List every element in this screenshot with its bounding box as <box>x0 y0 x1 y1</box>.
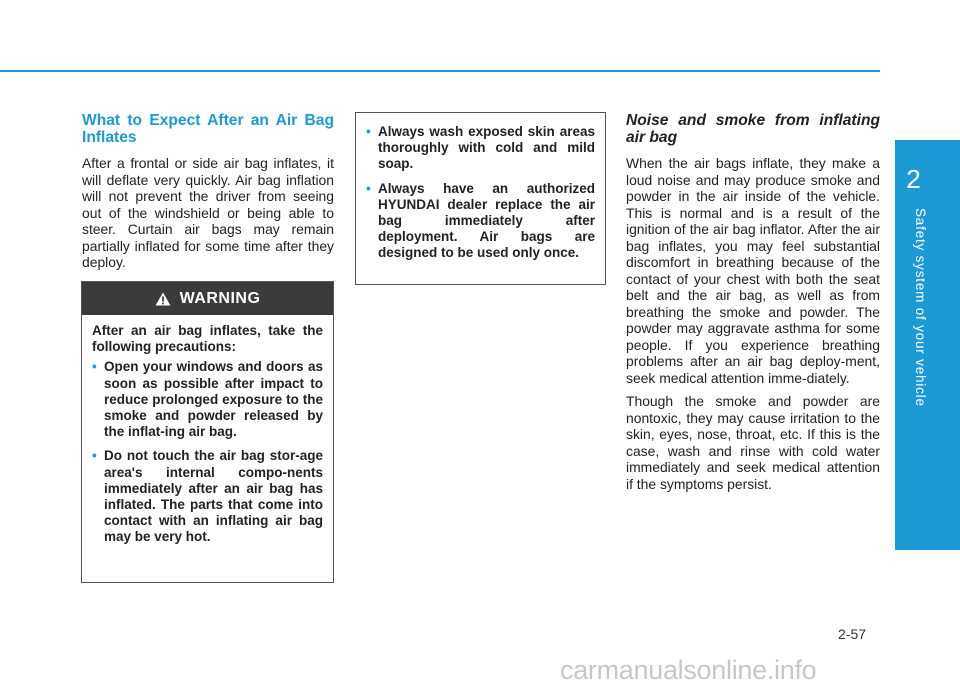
section-paragraph: Though the smoke and powder are nontoxic, they may cause irritation to the skin, eyes, nose, throat, etc. If this is the case, wash and rinse with cold water immediately and seek medical attention if the symptoms persist. <box>626 393 880 492</box>
warning-label: WARNING <box>179 289 261 307</box>
right-column <box>626 112 880 499</box>
left-column <box>82 112 334 278</box>
chapter-number: 2 <box>906 164 921 194</box>
warning-intro: After an air bag inflates, take the following precautions: <box>92 323 323 355</box>
warning-continued-box <box>355 112 606 285</box>
section-heading-noise-smoke: Noise and smoke from inflating air bag <box>626 112 880 146</box>
warning-item: • Do not touch the air bag stor-age area's internal compo-nents immediately after an air bag has inflated. The parts that come into contact with an inflating air bag may be very hot. <box>92 448 323 545</box>
page-number: 2-57 <box>838 626 867 642</box>
warning-body <box>82 315 333 546</box>
warning-list <box>92 359 323 545</box>
warning-item: • Always have an authorized HYUNDAI dealer replace the air bag immediately after deployment. Air bags are designed to be used only once. <box>366 181 595 262</box>
warning-box <box>81 281 334 583</box>
warning-continued-body <box>356 113 605 262</box>
warning-header <box>82 282 333 315</box>
warning-item: • Always wash exposed skin areas thoroughly with cold and mild soap. <box>366 124 595 173</box>
warning-continued-list <box>366 124 595 262</box>
warning-item: • Open your windows and doors as soon as possible after impact to reduce prolonged exposure to the smoke and powder released by the inflat-ing air bag. <box>92 359 323 440</box>
section-paragraph: When the air bags inflate, they make a loud noise and may produce smoke and powder in the air inside of the vehicle. This is normal and is a result of the ignition of the air bag inflator. After the air bag inflates, you may feel substantial discomfort in breathing because of the contact of your chest with both the seat belt and the air bag, as well as from breathing the smoke and powder. The powder may aggravate asthma for some people. If you experience breathing problems after an air bag deploy-ment, seek medical attention imme-diately. <box>626 155 880 386</box>
chapter-title: Safety system of your vehicle <box>913 208 928 407</box>
watermark: carmanualsonline.info <box>560 655 817 685</box>
section-body-after-inflation: After a frontal or side air bag inflates, it will deflate very quickly. Air bag inflation will not prevent the driver from seeing out of the windshield or being able to steer. Curtain air bags may remain partially inflated for some time after they deploy. <box>82 155 334 270</box>
section-heading-after-inflation: What to Expect After an Air Bag Inflates <box>82 112 334 146</box>
top-rule <box>0 70 880 72</box>
warning-triangle-icon <box>155 292 171 306</box>
